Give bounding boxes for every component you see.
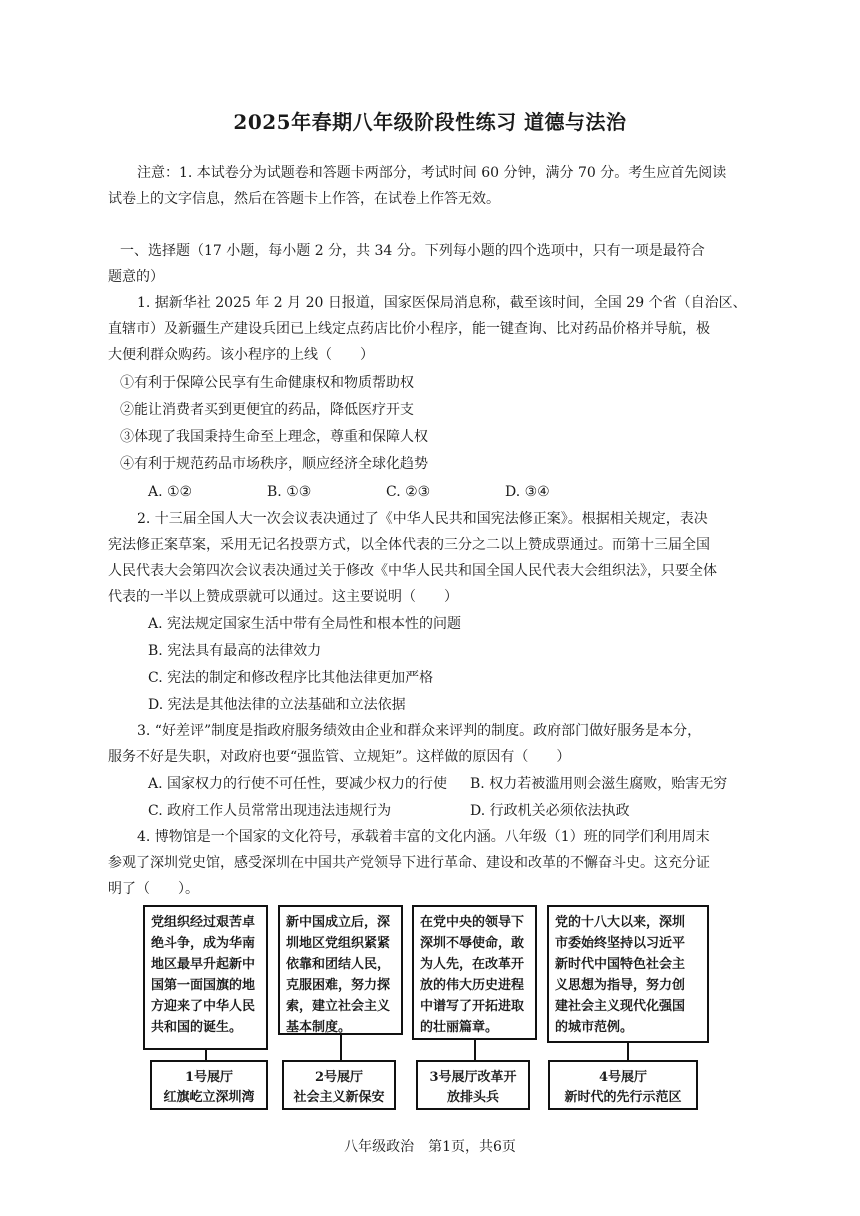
q3-option-d[interactable]: D. 行政机关必须依法执政	[470, 803, 630, 819]
box2-line: 依靠和团结人民，	[286, 957, 391, 972]
hall-box-3	[416, 1060, 530, 1110]
q3-stem-line-1: 3. “好差评”制度是指政府服务绩效由企业和群众来评判的制度。政府部门做好服务是本分，	[137, 723, 702, 739]
q1-option-d[interactable]: D. ③④	[505, 484, 550, 500]
box3-line: 为人先，在改革开	[420, 957, 525, 972]
q3-stem-line-2: 服务不好是失职，对政府也要“强监管、立规矩”。这样做的原因有（ ）	[108, 749, 571, 765]
box2-line: 索，建立社会主义	[286, 999, 391, 1014]
box1-line: 地区最早升起新中	[151, 957, 256, 972]
box1-line: 党组织经过艰苦卓	[151, 915, 256, 930]
page-title: 2025年春期八年级阶段性练习 道德与法治	[233, 110, 627, 134]
q1-stem-line-1: 1. 据新华社 2025 年 2 月 20 日报道，国家医保局消息称，截至该时间，全国 29 个省（自治区、	[137, 295, 747, 311]
hall-box-1	[150, 1060, 268, 1110]
notice-line-1: 注意：1. 本试卷分为试题卷和答题卡两部分，考试时间 60 分钟，满分 70 分。考生应首先阅读	[137, 165, 727, 181]
box3-line: 在党中央的领导下	[420, 915, 525, 930]
connector-line	[627, 1043, 629, 1060]
q1-stem-line-3: 大便利群众购药。该小程序的上线（ ）	[108, 347, 374, 363]
exhibit-description-box-2	[278, 905, 403, 1035]
q2-stem-line-3: 人民代表大会第四次会议表决通过关于修改《中华人民共和国全国人民代表大会组织法》，只要全体	[108, 563, 717, 579]
q4-stem-line-3: 明了（ ）。	[108, 881, 199, 897]
exhibit-description-box-4	[547, 905, 709, 1043]
section-heading-line-1: 一、选择题（17 小题，每小题 2 分，共 34 分。下列每小题的四个选项中，只有一项是最符合	[120, 243, 705, 259]
hall-box-2	[282, 1060, 396, 1110]
box1-line: 共和国的诞生。	[151, 1020, 243, 1035]
box4-line: 义思想为指导，努力创	[555, 978, 686, 993]
box1-line: 绝斗争，成为华南	[151, 936, 256, 951]
connector-line	[474, 1040, 476, 1060]
box3-line: 深圳不辱使命，敢	[420, 936, 525, 951]
hall3-line: 放排头兵	[446, 1090, 499, 1105]
q1-option-a[interactable]: A. ①②	[148, 484, 193, 500]
hall1-line: 1号展厅	[184, 1070, 234, 1085]
box1-line: 国第一面国旗的地	[151, 978, 256, 993]
box4-line: 建社会主义现代化强国	[555, 999, 686, 1014]
connector-line	[205, 1050, 207, 1060]
hall2-line: 社会主义新保安	[293, 1090, 385, 1105]
box2-line: 新中国成立后，深	[286, 915, 391, 930]
hall4-line: 4号展厅	[598, 1070, 648, 1085]
box4-line: 党的十八大以来，深圳	[555, 915, 686, 930]
q1-option-b[interactable]: B. ①③	[267, 484, 312, 500]
box3-line: 中谱写了开拓进取	[420, 999, 525, 1014]
box4-line: 市委始终坚持以习近平	[555, 936, 686, 951]
box3-line: 放的伟大历史进程	[420, 978, 525, 993]
q1-statement-4: ④有利于规范药品市场秩序，顺应经济全球化趋势	[120, 456, 428, 472]
q1-statement-2: ②能让消费者买到更便宜的药品，降低医疗开支	[120, 402, 414, 418]
q3-option-c[interactable]: C. 政府工作人员常常出现违法违规行为	[148, 803, 392, 819]
connector-line	[340, 1035, 342, 1060]
q4-stem-line-2: 参观了深圳党史馆，感受深圳在中国共产党领导下进行革命、建设和改革的不懈奋斗史。这充分证	[108, 855, 710, 871]
q1-stem-line-2: 直辖市）及新疆生产建设兵团已上线定点药店比价小程序，能一键查询、比对药品价格并导航，极	[108, 321, 710, 337]
box4-line: 的城市范例。	[555, 1020, 634, 1035]
exhibit-description-box-1	[143, 905, 268, 1050]
box2-line: 圳地区党组织紧紧	[286, 936, 391, 951]
q3-option-b[interactable]: B. 权力若被滥用则会滋生腐败，贻害无穷	[470, 776, 728, 792]
q2-stem-line-2: 宪法修正案草案，采用无记名投票方式，以全体代表的三分之二以上赞成票通过。而第十三届全国	[108, 537, 710, 553]
q3-option-a[interactable]: A. 国家权力的行使不可任性，要减少权力的行使	[148, 776, 448, 792]
hall4-line: 新时代的先行示范区	[564, 1090, 682, 1105]
hall-box-4	[548, 1060, 698, 1110]
q1-statement-1: ①有利于保障公民享有生命健康权和物质帮助权	[120, 375, 414, 391]
hall2-line: 2号展厅	[314, 1070, 364, 1085]
q2-stem-line-4: 代表的一半以上赞成票就可以通过。这主要说明（ ）	[108, 589, 458, 605]
hall1-line: 红旗屹立深圳湾	[163, 1090, 255, 1105]
q4-stem-line-1: 4. 博物馆是一个国家的文化符号，承载着丰富的文化内涵。八年级（1）班的同学们利用周末	[137, 829, 710, 845]
q2-option-c[interactable]: C. 宪法的制定和修改程序比其他法律更加严格	[148, 670, 434, 686]
q2-option-d[interactable]: D. 宪法是其他法律的立法基础和立法依据	[148, 697, 406, 713]
box2-line: 基本制度。	[286, 1020, 352, 1035]
box2-line: 克服困难，努力探	[286, 978, 391, 993]
box1-line: 方迎来了中华人民	[151, 999, 256, 1014]
q1-option-c[interactable]: C. ②③	[386, 484, 431, 500]
hall3-line: 3号展厅改革开	[429, 1070, 517, 1085]
q2-option-b[interactable]: B. 宪法具有最高的法律效力	[148, 643, 322, 659]
box3-line: 的壮丽篇章。	[420, 1020, 499, 1035]
exhibit-description-box-3	[412, 905, 537, 1040]
page-footer: 八年级政治 第1页，共6页	[344, 1139, 516, 1155]
q2-stem-line-1: 2. 十三届全国人大一次会议表决通过了《中华人民共和国宪法修正案》。根据相关规定，表决	[137, 511, 708, 527]
section-heading-line-2: 题意的）	[108, 269, 164, 285]
notice-line-2: 试卷上的文字信息，然后在答题卡上作答，在试卷上作答无效。	[108, 191, 500, 207]
q1-statement-3: ③体现了我国秉持生命至上理念，尊重和保障人权	[120, 429, 428, 445]
q2-option-a[interactable]: A. 宪法规定国家生活中带有全局性和根本性的问题	[148, 616, 462, 632]
box4-line: 新时代中国特色社会主	[555, 957, 686, 972]
